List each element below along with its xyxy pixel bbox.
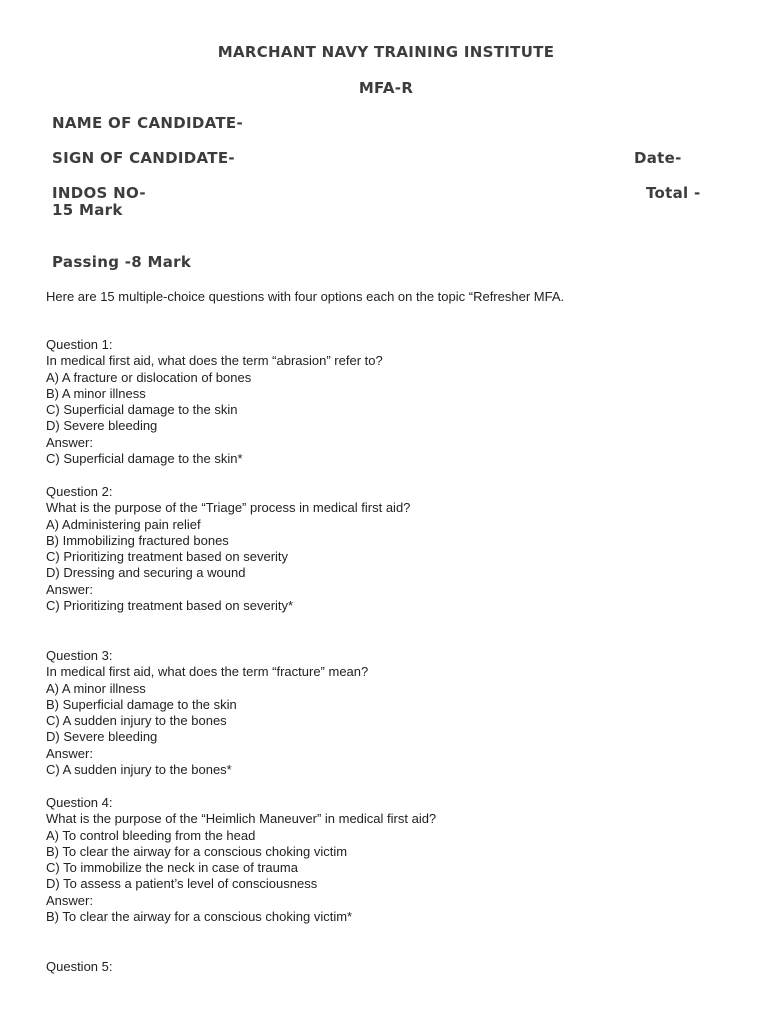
option-c: C) A sudden injury to the bones bbox=[46, 713, 227, 729]
question-heading: Question 2: bbox=[46, 484, 113, 499]
option-a: A) To control bleeding from the head bbox=[46, 827, 256, 843]
total-marks-value: 15 Mark bbox=[52, 201, 123, 219]
answer-label: Answer: bbox=[46, 745, 93, 761]
option-b: B) To clear the airway for a conscious choking victim bbox=[46, 843, 348, 859]
answer-value: C) A sudden injury to the bones* bbox=[46, 762, 232, 778]
option-c: C) To immobilize the neck in case of trauma bbox=[46, 860, 298, 876]
question-heading: Question 3: bbox=[46, 648, 113, 663]
course-title: MFA-R bbox=[358, 79, 414, 97]
answer-label: Answer: bbox=[46, 892, 93, 908]
option-b: B) Immobilizing fractured bones bbox=[46, 532, 229, 548]
option-c: C) Prioritizing treatment based on severity bbox=[46, 549, 289, 565]
question-heading: Question 4: bbox=[46, 795, 113, 810]
option-a: A) A minor illness bbox=[46, 680, 146, 696]
question-block bbox=[46, 484, 410, 614]
name-of-candidate-label: NAME OF CANDIDATE- bbox=[52, 114, 243, 132]
option-b: B) Superficial damage to the skin bbox=[46, 696, 237, 712]
question-text: In medical first aid, what does the term “fracture” mean? bbox=[46, 664, 369, 680]
question-block bbox=[46, 337, 383, 467]
answer-value: C) Superficial damage to the skin* bbox=[46, 451, 243, 467]
question-text: In medical first aid, what does the term “abrasion” refer to? bbox=[46, 353, 383, 369]
question-block bbox=[46, 959, 113, 975]
option-d: D) Severe bleeding bbox=[46, 418, 158, 434]
answer-label: Answer: bbox=[46, 434, 93, 450]
answer-value: C) Prioritizing treatment based on severity* bbox=[46, 598, 294, 614]
sign-of-candidate-label: SIGN OF CANDIDATE- bbox=[52, 149, 235, 167]
question-text: What is the purpose of the “Triage” process in medical first aid? bbox=[46, 500, 411, 516]
option-d: D) To assess a patient’s level of consciousness bbox=[46, 876, 318, 892]
option-b: B) A minor illness bbox=[46, 385, 146, 401]
intro-text: Here are 15 multiple-choice questions with four options each on the topic “Refresher MFA. bbox=[46, 289, 565, 304]
question-text: What is the purpose of the “Heimlich Maneuver” in medical first aid? bbox=[46, 811, 437, 827]
answer-value: B) To clear the airway for a conscious choking victim* bbox=[46, 909, 353, 925]
indos-no-label: INDOS NO- bbox=[52, 184, 146, 202]
passing-marks: Passing -8 Mark bbox=[52, 253, 192, 271]
question-block bbox=[46, 795, 436, 925]
option-d: D) Severe bleeding bbox=[46, 729, 158, 745]
question-heading: Question 1: bbox=[46, 337, 113, 352]
option-d: D) Dressing and securing a wound bbox=[46, 565, 246, 581]
option-c: C) Superficial damage to the skin bbox=[46, 402, 238, 418]
question-heading: Question 5: bbox=[46, 959, 113, 974]
option-a: A) Administering pain relief bbox=[46, 516, 201, 532]
date-label: Date- bbox=[634, 149, 682, 167]
question-block bbox=[46, 648, 368, 778]
institute-title: MARCHANT NAVY TRAINING INSTITUTE bbox=[217, 43, 555, 61]
option-a: A) A fracture or dislocation of bones bbox=[46, 369, 252, 385]
total-label: Total - bbox=[646, 184, 701, 202]
answer-label: Answer: bbox=[46, 581, 93, 597]
